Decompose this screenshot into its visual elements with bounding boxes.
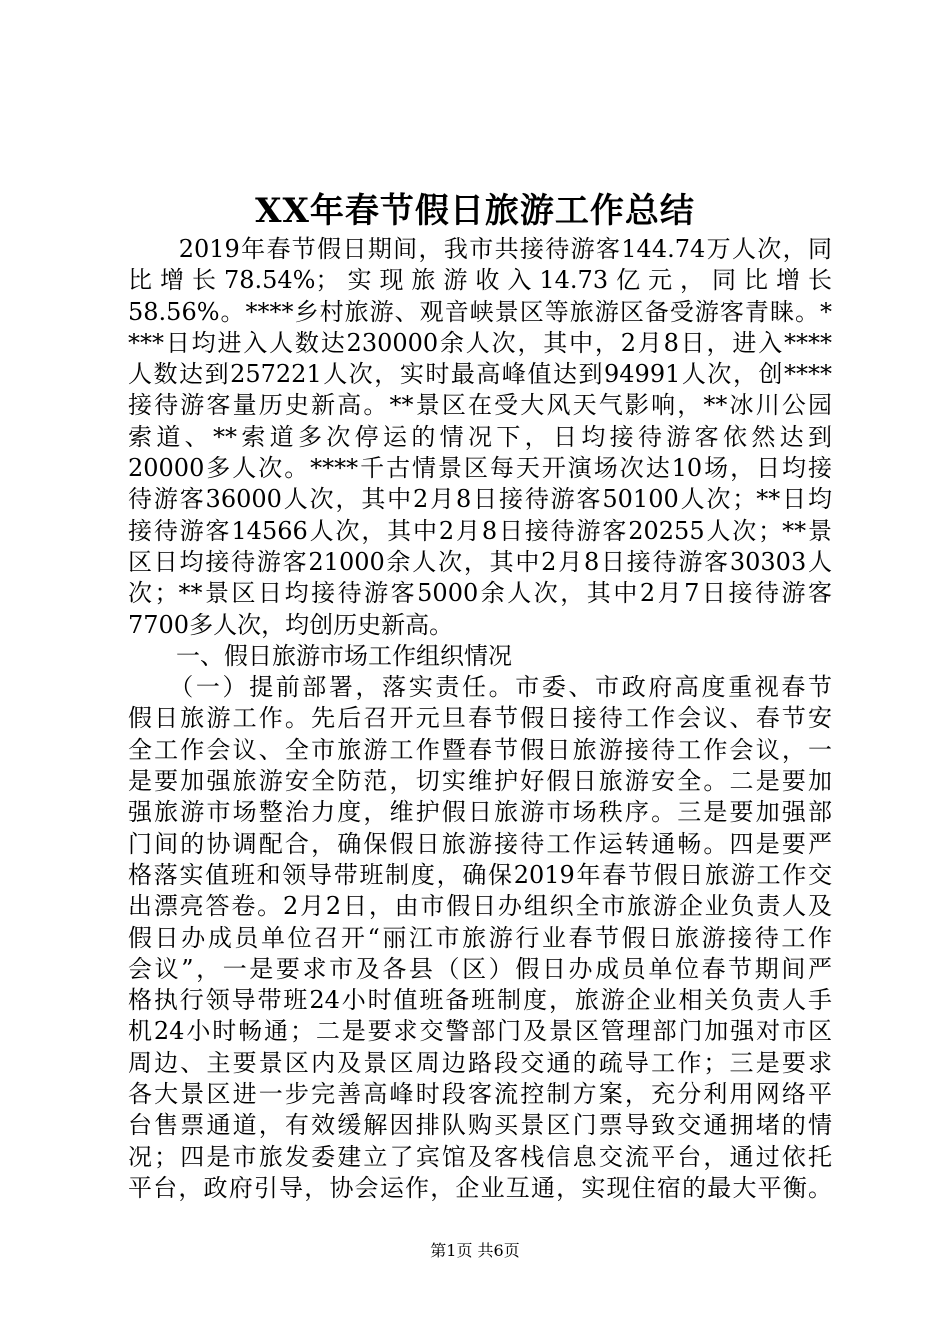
body-text-line: 各大景区进一步完善高峰时段客流控制方案，充分利用网络平 bbox=[128, 1080, 832, 1109]
body-text-line: 周边、主要景区内及景区周边路段交通的疏导工作；三是要求 bbox=[128, 1048, 832, 1077]
body-text-line: 强旅游市场整治力度，维护假日旅游市场秩序。三是要加强部 bbox=[128, 798, 832, 827]
body-text-line: ***日均进入人数达230000余人次，其中，2月8日，进入**** bbox=[128, 328, 832, 357]
body-text-line: 待游客36000人次，其中2月8日接待游客50100人次；**日均 bbox=[128, 485, 832, 514]
body-text-line: 2019年春节假日期间，我市共接待游客144.74万人次，同 bbox=[128, 235, 832, 263]
body-text-line: 7700多人次，均创历史新高。 bbox=[128, 610, 454, 639]
body-text-line: 门间的协调配合，确保假日旅游接待工作运转通畅。四是要严 bbox=[128, 829, 832, 858]
body-text-line: 次；**景区日均接待游客5000余人次，其中2月7日接待游客 bbox=[128, 579, 832, 608]
page-footer: 第1页 共6页 bbox=[430, 1241, 520, 1260]
body-text-line: 机24小时畅通；二是要求交警部门及景区管理部门加强对市区 bbox=[128, 1017, 832, 1046]
body-text-line: 接待游客14566人次，其中2月8日接待游客20255人次；**景 bbox=[128, 516, 832, 545]
body-text-line: 格落实值班和领导带班制度，确保2019年春节假日旅游工作交 bbox=[128, 860, 832, 889]
body-text-line: 比增长78.54%；实现旅游收入14.73亿元，同比增长 bbox=[128, 266, 832, 295]
body-text-line: 是要加强旅游安全防范，切实维护好假日旅游安全。二是要加 bbox=[128, 767, 832, 796]
body-text-line: 假日办成员单位召开“丽江市旅游行业春节假日旅游接待工作 bbox=[128, 923, 832, 952]
body-text-line: 出漂亮答卷。2月2日，由市假日办组织全市旅游企业负责人及 bbox=[128, 892, 832, 921]
body-text-line: 58.56%。****乡村旅游、观音峡景区等旅游区备受游客青睐。* bbox=[128, 297, 832, 326]
body-text-line: 人数达到257221人次，实时最高峰值达到94991人次，创**** bbox=[128, 360, 832, 389]
body-text-line: 况；四是市旅发委建立了宾馆及客栈信息交流平台，通过依托 bbox=[128, 1142, 832, 1171]
body-text-line: 接待游客量历史新高。**景区在受大风天气影响，**冰川公园 bbox=[128, 391, 832, 420]
body-text-line: 20000多人次。****千古情景区每天开演场次达10场，日均接 bbox=[128, 454, 832, 483]
body-text-line: 假日旅游工作。先后召开元旦春节假日接待工作会议、春节安 bbox=[128, 704, 832, 733]
body-text-line: 格执行领导带班24小时值班备班制度，旅游企业相关负责人手 bbox=[128, 986, 832, 1015]
body-text-line: 索道、**索道多次停运的情况下，日均接待游客依然达到 bbox=[128, 422, 832, 451]
body-text-line: 一、假日旅游市场工作组织情况 bbox=[128, 641, 512, 670]
body-text-line: （一）提前部署，落实责任。市委、市政府高度重视春节 bbox=[128, 673, 832, 702]
body-text-line: 平台，政府引导，协会运作，企业互通，实现住宿的最大平衡。 bbox=[128, 1173, 832, 1202]
body-text-line: 全工作会议、全市旅游工作暨春节假日旅游接待工作会议，一 bbox=[128, 735, 832, 764]
body-text-line: 台售票通道，有效缓解因排队购买景区门票导致交通拥堵的情 bbox=[128, 1111, 832, 1140]
document-body bbox=[128, 234, 832, 1204]
body-text-line: 区日均接待游客21000余人次，其中2月8日接待游客30303人 bbox=[128, 547, 832, 576]
document-title: XX年春节假日旅游工作总结 bbox=[255, 191, 695, 231]
body-text-line: 会议”，一是要求市及各县（区）假日办成员单位春节期间严 bbox=[128, 954, 832, 983]
